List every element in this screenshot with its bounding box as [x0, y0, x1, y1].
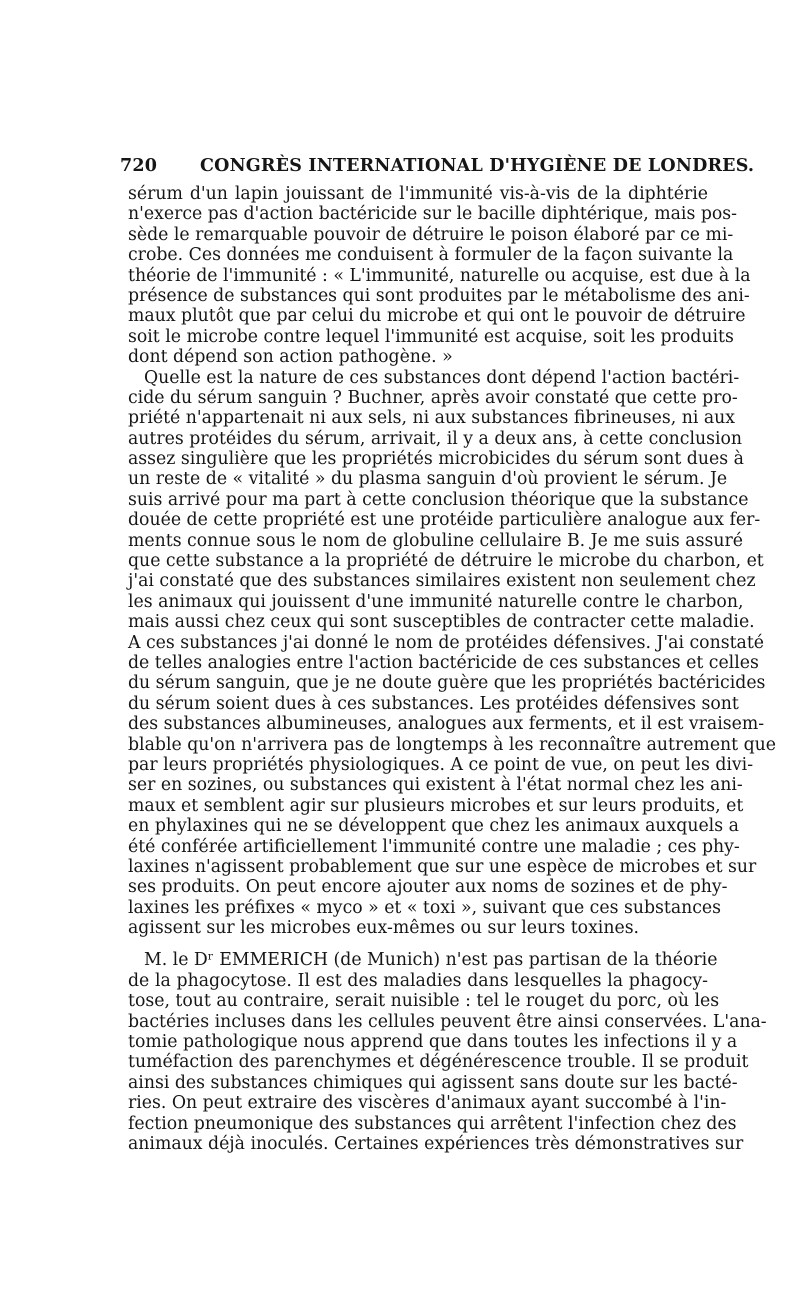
text-line: priété n'appartenait ni aux sels, ni aux substances fibrineuses, ni aux	[128, 408, 736, 429]
text-line: cide du sérum sanguin ? Buchner, après avoir constaté que cette pro-	[128, 387, 738, 408]
text-line: sérum d'un lapin jouissant de l'immunité vis-à-vis de la diphtérie	[128, 184, 708, 204]
text-line: ments connue sous le nom de globuline cellulaire B. Je me suis assuré	[128, 530, 743, 551]
text-line: en phylaxines qui ne se développent que chez les animaux auxquels a	[128, 816, 739, 837]
text-line: autres protéides du sérum, arrivait, il y a deux ans, à cette conclusion	[128, 428, 743, 449]
paragraph-gap	[128, 938, 708, 950]
text-line: des substances albumineuses, analogues aux ferments, et il est vraisem-	[128, 714, 765, 735]
text-line: j'ai constaté que des substances similaires existent non seulement chez	[128, 571, 756, 592]
text-line: laxines n'agissent probablement que sur une espèce de microbes et sur	[128, 856, 757, 877]
text-line: du sérum sanguin, que je ne doute guère que les propriétés bactéricides	[128, 673, 766, 694]
paragraph-2	[128, 367, 777, 939]
text-line: Quelle est la nature de ces substances dont dépend l'action bactéri-	[144, 367, 740, 388]
text-line: sède le remarquable pouvoir de détruire le poison élaboré par ce mi-	[128, 224, 734, 245]
text-line: M. le Dʳ EMMERICH (de Munich) n'est pas partisan de la théorie	[144, 950, 718, 971]
text-line: ses produits. On peut encore ajouter aux noms de sozines et de phy-	[128, 877, 728, 898]
text-line: tuméfaction des parenchymes et dégénérescence trouble. Il se produit	[128, 1052, 749, 1073]
text-line: dont dépend son action pathogène. »	[128, 347, 453, 368]
text-line: un reste de « vitalité » du plasma sanguin d'où provient le sérum. Je	[128, 469, 728, 490]
text-line: de la phagocytose. Il est des maladies dans lesquelles la phagocy-	[128, 970, 708, 991]
text-line: ries. On peut extraire des viscères d'animaux ayant succombé à l'in-	[128, 1093, 727, 1114]
text-line: animaux déjà inoculés. Certaines expériences très démonstratives sur	[128, 1133, 744, 1154]
text-line: tose, tout au contraire, serait nuisible : tel le rouget du porc, où les	[128, 991, 720, 1012]
text-line: soit le microbe contre lequel l'immunité est acquise, soit les produits	[128, 326, 734, 347]
paragraph-1	[128, 184, 751, 368]
text-line: laxines les préfixes « myco » et « toxi », suivant que ces substances	[128, 897, 722, 918]
text-line: n'exerce pas d'action bactéricide sur le bacille diphtérique, mais pos-	[128, 204, 737, 225]
text-line: été conférée artificiellement l'immunité contre une maladie ; ces phy-	[128, 836, 740, 857]
paragraph-3	[128, 950, 767, 1154]
text-line: tomie pathologique nous apprend que dans toutes les infections il y a	[128, 1032, 738, 1053]
text-line: de telles analogies entre l'action bactéricide de ces substances et celles	[128, 652, 759, 673]
text-line: du sérum soient dues à ces substances. Les protéides défensives sont	[128, 693, 739, 714]
text-line: les animaux qui jouissent d'une immunité naturelle contre le charbon,	[128, 591, 744, 612]
body-text	[128, 184, 777, 1154]
text-line: agissent sur les microbes eux-mêmes ou sur leurs toxines.	[128, 918, 640, 939]
text-line: ser en sozines, ou substances qui existent à l'état normal chez les ani-	[128, 775, 743, 796]
text-line: que cette substance a la propriété de détruire le microbe du charbon, et	[128, 551, 764, 572]
text-line: maux et semblent agir sur plusieurs microbes et sur leurs produits, et	[128, 795, 744, 816]
text-line: douée de cette propriété est une protéide particulière analogue aux fer-	[128, 510, 761, 531]
text-line: théorie de l'immunité : « L'immunité, naturelle ou acquise, est due à la	[128, 265, 751, 286]
text-line: mais aussi chez ceux qui sont susceptibles de contracter cette maladie.	[128, 612, 755, 633]
text-line: maux plutôt que par celui du microbe et qui ont le pouvoir de détruire	[128, 306, 746, 327]
text-line: présence de substances qui sont produites par le métabolisme des ani-	[128, 285, 750, 306]
page-number: 720	[120, 156, 158, 176]
text-line: A ces substances j'ai donné le nom de protéides défensives. J'ai constaté	[128, 632, 764, 653]
text-line: crobe. Ces données me conduisent à formuler de la façon suivante la	[128, 245, 734, 266]
text-line: blable qu'on n'arrivera pas de longtemps à les reconnaître autrement que	[128, 734, 777, 755]
text-line: par leurs propriétés physiologiques. A ce point de vue, on peut les divi-	[128, 754, 754, 775]
text-line: fection pneumonique des substances qui arrêtent l'infection chez des	[128, 1113, 737, 1134]
text-line: bactéries incluses dans les cellules peuvent être ainsi conservées. L'ana-	[128, 1011, 767, 1032]
running-title: CONGRÈS INTERNATIONAL D'HYGIÈNE DE LONDRES.	[200, 156, 755, 176]
text-line: suis arrivé pour ma part à cette conclusion théorique que la substance	[128, 489, 749, 510]
text-line: assez singulière que les propriétés microbicides du sérum sont dues à	[128, 449, 744, 470]
text-line: ainsi des substances chimiques qui agissent sans doute sur les bacté-	[128, 1072, 738, 1093]
